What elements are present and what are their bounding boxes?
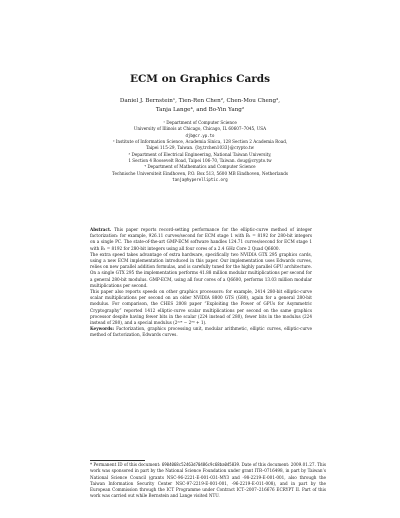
author-list: [60, 97, 340, 115]
footnote: [90, 462, 326, 500]
keywords-text: Factorization, graphics processing unit, modular arithmetic, elliptic curves, elliptic-curve method of factorization, Edwards curves.: [90, 326, 312, 338]
affiliation-line: Taipei 115-29, Taiwan. {by,trchen1033}@crypto.tw: [145, 145, 255, 151]
abstract-text: This paper reports record-setting performance for the elliptic-curve method of integer factorization: for example, 926.11 curves/second for ECM stage 1 with B₁ = 8192 for 280-bit integers on a single PC. The state-of-the-art GMP-ECM software handles 124.71 curves/second for ECM stage 1 with B₁ = 8192 for 280-bit integers using all four cores of a 2.4 GHz Core 2 Quad Q6600.: [90, 227, 312, 251]
paper-title: ECM on Graphics Cards: [129, 73, 271, 85]
affiliation-line: 1 Section 4 Roosevelt Road, Taipei 106-70, Taiwan. doug@crypto.tw: [128, 158, 272, 164]
footnote-prefix: * Permanent ID of this document:: [90, 462, 161, 467]
authors-line-2: Tanja Lange⁴, and Bo-Yin Yang²: [155, 107, 245, 113]
email-address: djb@cr.yp.to: [185, 132, 215, 138]
keywords: [90, 326, 312, 338]
keywords-label: Keywords:: [90, 326, 115, 332]
affiliation-line: ⁴ Department of Mathematics and Computer Science: [144, 164, 256, 170]
affiliation-line: Technische Universiteit Eindhoven, P.O. Box 513, 5600 MB Eindhoven, Netherlands: [112, 170, 288, 176]
abstract-paragraph-2: The extra speed takes advantage of extra hardware, specifically two NVIDIA GTX 295 graphics cards, using a new ECM implementation introduced in this paper. Our implementation uses Edwards curves, relies on new parallel addition formulas, and is carefully tuned for the highly parallel GPU architecture. On a single GTX 295 the implementation performs 41.88 million modular multiplications per second for a general 280-bit modulus. GMP-ECM, using all four cores of a Q6600, performs 13.03 million modular multiplications per second.: [90, 251, 312, 288]
abstract-paragraph-3: This paper also reports speeds on other graphics processors: for example, 2414 280-bit elliptic-curve scalar multiplications per second on an older NVIDIA 8800 GTS (G80), again for a general 280-bit modulus. For comparison, the CHES 2008 paper “Exploiting the Power of GPUs for Asymmetric Cryptography” reported 1412 elliptic-curve scalar multiplications per second on the same graphics processor despite having fewer bits in the scalar (224 instead of 280), fewer bits in the modulus (224 instead of 280), and a special modulus (2²²⁴ − 2⁹⁶ + 1).: [90, 289, 312, 326]
abstract-label: Abstract.: [90, 227, 112, 232]
footnote-text: . Date of this document: 2009.01.27. This work was sponsored in part by the National Science Foundation under grant ITR–0716498, in part by Taiwan’s National Science Council (grants NSC-96-2221-E-001-031-MY3 and -98-2219-E-001-001, also through the Taiwan Information Security Center NSC-97-2219-E-001-001, -96-2219-E-011-008), and in part by the European Commission through the ICT Programme under Contract ICT–2007–216676 ECRYPT II. Part of this work was carried out while Bernstein and Lange visited NTU.: [90, 462, 326, 499]
abstract: [90, 227, 312, 339]
document-id: 6904068c52463d70486c9c68ba045839: [161, 462, 239, 467]
email-address: tanja@hyperelliptic.org: [172, 177, 228, 183]
affiliation-line: ¹ Department of Computer Science: [163, 120, 237, 125]
affiliation-line: ³ Department of Electrical Engineering, National Taiwan University,: [128, 151, 272, 157]
abstract-paragraph-1: [90, 227, 312, 252]
authors-line-1: Daniel J. Bernstein¹, Tien-Ren Chen², Chen-Mou Cheng³,: [119, 98, 281, 104]
footnote-rule: [90, 460, 145, 461]
affiliations: [20, 120, 380, 183]
affiliation-line: ² Institute of Information Science, Academia Sinica, 128 Section 2 Academia Road,: [112, 139, 288, 145]
affiliation-line: University of Illinois at Chicago, Chicago, IL 60607–7045, USA: [133, 126, 267, 132]
